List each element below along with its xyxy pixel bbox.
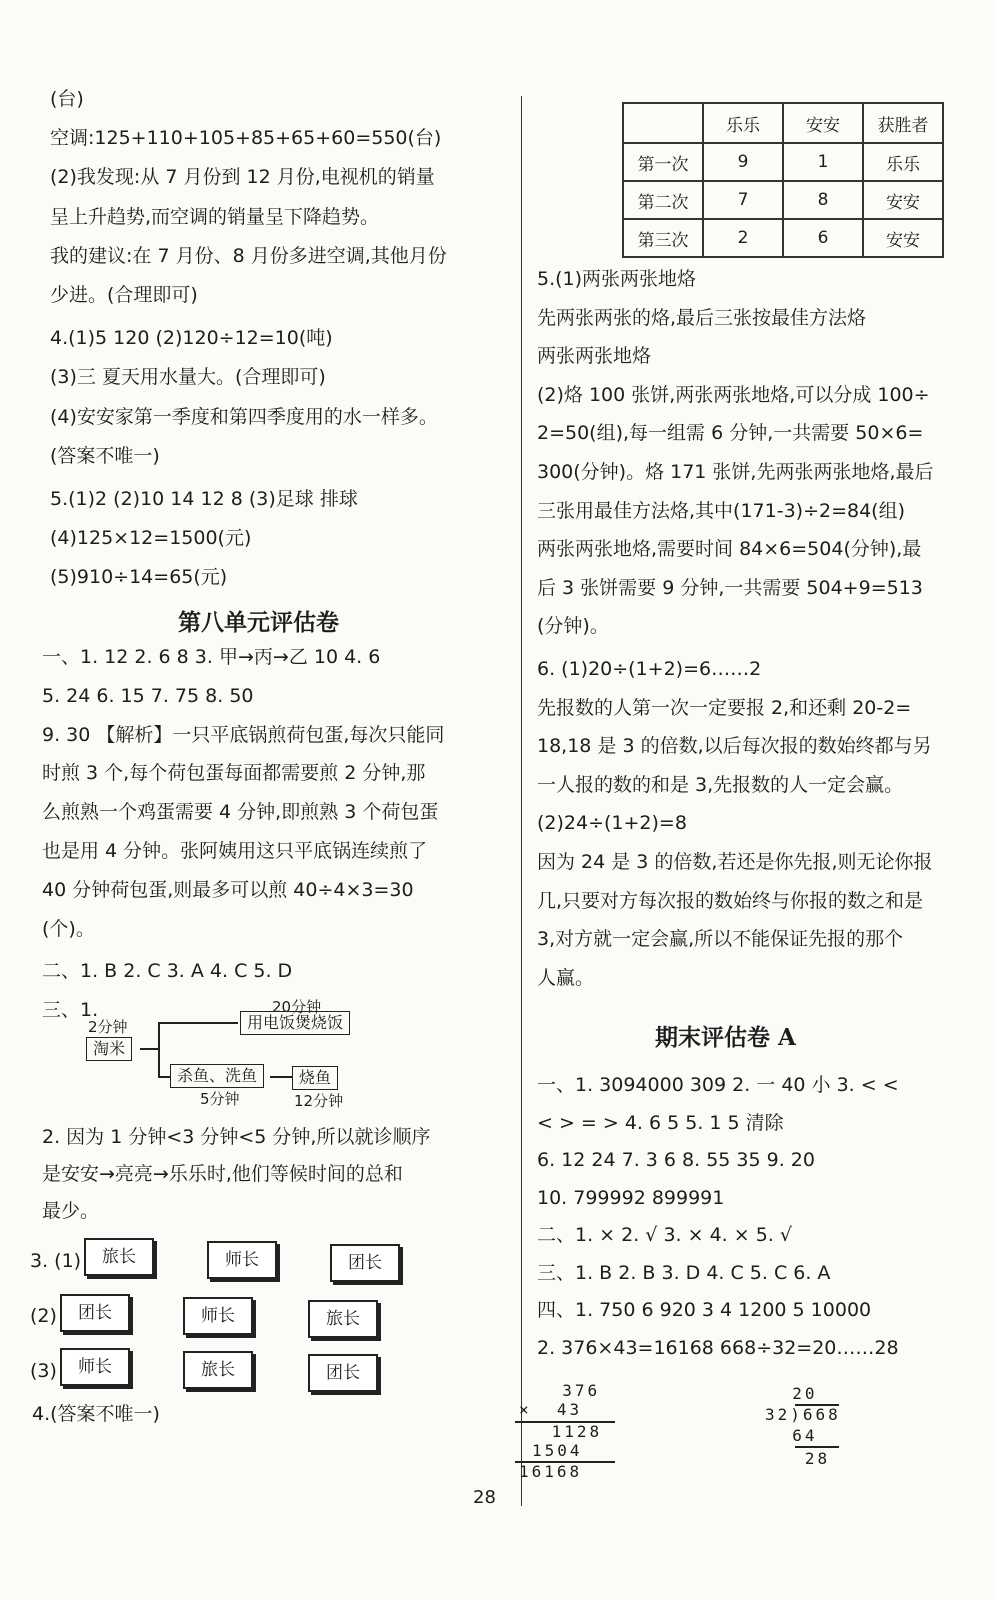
rank-box: 团长 xyxy=(308,1354,378,1392)
answer-line: (3)三 夏天用水量大。(合理即可) xyxy=(50,366,326,389)
answer-line: 9. 30 【解析】一只平底锅煎荷包蛋,每次只能同 xyxy=(42,723,445,746)
answer-line: 人赢。 xyxy=(537,966,595,989)
answer-line: 三、1. B 2. B 3. D 4. C 5. C 6. A xyxy=(537,1261,831,1284)
table-cell: 8 xyxy=(783,181,863,219)
answer-line: 5.(1)两张两张地烙 xyxy=(537,268,697,290)
table-cell: 9 xyxy=(703,143,783,181)
answer-line: 也是用 4 分钟。张阿姨用这只平底锅连续煎了 xyxy=(42,840,428,862)
table-row xyxy=(623,143,943,181)
answer-line: < > = > 4. 6 5 5. 1 5 清除 xyxy=(537,1111,784,1134)
time-rice: 2分钟 xyxy=(88,1018,128,1036)
calc-line: × 43 xyxy=(519,1400,583,1419)
answer-line: 最少。 xyxy=(42,1200,100,1222)
box-cook: 用电饭煲烧饭 xyxy=(240,1011,350,1035)
answer-line: 一、1. 12 2. 6 8 3. 甲→丙→乙 10 4. 6 xyxy=(42,646,381,668)
table-row xyxy=(623,181,943,219)
table-cell: 第二次 xyxy=(623,181,703,219)
answer-line: 先报数的人第一次一定要报 2,和还剩 20-2= xyxy=(537,696,912,719)
answer-line: 6. (1)20÷(1+2)=6……2 xyxy=(537,658,762,680)
answer-line: (2)我发现:从 7 月份到 12 月份,电视机的销量 xyxy=(50,166,435,189)
answer-line: (台) xyxy=(50,88,84,110)
table-cell: 第三次 xyxy=(623,219,703,257)
flow-line xyxy=(140,1048,158,1050)
table-cell: 安安 xyxy=(863,219,943,257)
answer-line: (2)烙 100 张饼,两张两张地烙,可以分成 100÷ xyxy=(537,383,930,406)
calc-line: 64 xyxy=(767,1426,818,1445)
table-cell: 6 xyxy=(783,219,863,257)
answer-line: 一人报的数的和是 3,先报数的人一定会赢。 xyxy=(537,773,904,796)
answer-line: 空调:125+110+105+85+65+60=550(台) xyxy=(50,127,442,150)
answer-line: (4)安安家第一季度和第四季度用的水一样多。 xyxy=(50,405,438,428)
table-cell xyxy=(623,103,703,143)
table-cell: 1 xyxy=(783,143,863,181)
answer-line: 么煎熟一个鸡蛋需要 4 分钟,即煎熟 3 个荷包蛋 xyxy=(42,801,439,824)
answer-line: (答案不唯一) xyxy=(50,444,160,467)
rank-box: 旅长 xyxy=(84,1238,154,1276)
time-cook: 20分钟 xyxy=(272,998,322,1016)
table-cell: 获胜者 xyxy=(863,103,943,143)
rank-box: 师长 xyxy=(60,1348,130,1386)
calc-line: 16168 xyxy=(519,1462,583,1481)
answer-line: (个)。 xyxy=(42,917,95,940)
answer-line: 6. 12 24 7. 3 6 8. 55 35 9. 20 xyxy=(537,1149,815,1171)
answer-line: 2=50(组),每一组需 6 分钟,一共需要 50×6= xyxy=(537,422,924,445)
answer-line: 5. 24 6. 15 7. 75 8. 50 xyxy=(42,684,254,707)
answer-line: 呈上升趋势,而空调的销量呈下降趋势。 xyxy=(50,205,380,228)
answer-line: 四、1. 750 6 920 3 4 1200 5 10000 xyxy=(537,1299,872,1321)
answer-line: 因为 24 是 3 的倍数,若还是你先报,则无论你报 xyxy=(537,851,933,873)
answer-line: 时煎 3 个,每个荷包蛋每面都需要煎 2 分钟,那 xyxy=(42,762,426,785)
answer-line: 10. 799992 899991 xyxy=(537,1186,725,1209)
answer-line: 两张两张地烙 xyxy=(537,345,652,368)
q4-answer: 4.(答案不唯一) xyxy=(32,1403,160,1425)
calc-line: 20 xyxy=(767,1384,818,1403)
answer-line: 3,对方就一定会赢,所以不能保证先报的那个 xyxy=(537,928,904,951)
box-rice: 淘米 xyxy=(86,1037,132,1061)
rank-label-1: 3. (1) xyxy=(30,1250,82,1272)
answer-line: 少进。(合理即可) xyxy=(50,284,198,306)
score-table xyxy=(622,102,944,258)
answer-line: 一、1. 3094000 309 2. 一 40 小 3. < < xyxy=(537,1074,899,1096)
answer-line: 40 分钟荷包蛋,则最多可以煎 40÷4×3=30 xyxy=(42,878,414,901)
time-fish: 5分钟 xyxy=(200,1090,240,1108)
table-cell: 乐乐 xyxy=(863,143,943,181)
answer-line: 后 3 张饼需要 9 分钟,一共需要 504+9=513 xyxy=(537,576,923,599)
calc-line: 376 xyxy=(537,1381,601,1400)
rank-label-2: (2) xyxy=(30,1305,57,1327)
answer-line: 二、1. × 2. √ 3. × 4. × 5. √ xyxy=(537,1224,792,1246)
final-exam-title: 期末评估卷 A xyxy=(655,1024,796,1051)
answer-line: (5)910÷14=65(元) xyxy=(50,566,228,589)
table-cell: 第一次 xyxy=(623,143,703,181)
page-number: 28 xyxy=(473,1487,496,1508)
answer-line: 4.(1)5 120 (2)120÷12=10(吨) xyxy=(50,327,333,350)
table-cell: 安安 xyxy=(863,181,943,219)
box-roast: 烧鱼 xyxy=(292,1066,338,1090)
answer-line: 三、1. xyxy=(42,999,99,1022)
table-cell: 7 xyxy=(703,181,783,219)
table-row xyxy=(623,219,943,257)
answer-line: 18,18 是 3 的倍数,以后每次报的数始终都与另 xyxy=(537,735,932,758)
answer-line: 5.(1)2 (2)10 14 12 8 (3)足球 排球 xyxy=(50,488,358,510)
flow-line xyxy=(158,1076,170,1078)
table-cell: 乐乐 xyxy=(703,103,783,143)
answer-line: 两张两张地烙,需要时间 84×6=504(分钟),最 xyxy=(537,538,922,561)
calc-line: 32)668 xyxy=(765,1405,841,1424)
calc-line: 1504 xyxy=(532,1441,583,1460)
answer-line: 300(分钟)。烙 171 张饼,先两张两张地烙,最后 xyxy=(537,461,934,483)
table-header-row xyxy=(623,103,943,143)
answer-line: (2)24÷(1+2)=8 xyxy=(537,812,687,835)
rank-label-3: (3) xyxy=(30,1360,57,1382)
answer-line: 三张用最佳方法烙,其中(171-3)÷2=84(组) xyxy=(537,499,906,522)
answer-line: 2. 376×43=16168 668÷32=20……28 xyxy=(537,1336,899,1359)
flow-line xyxy=(270,1076,292,1078)
column-divider xyxy=(521,96,522,1506)
answer-line: 先两张两张的烙,最后三张按最佳方法烙 xyxy=(537,306,867,329)
rank-box: 团长 xyxy=(60,1294,130,1332)
table-cell: 安安 xyxy=(783,103,863,143)
flow-line xyxy=(158,1022,238,1024)
rank-box: 旅长 xyxy=(183,1351,253,1389)
rank-box: 师长 xyxy=(207,1241,277,1279)
rank-box: 师长 xyxy=(183,1297,253,1335)
answer-line: 是安安→亮亮→乐乐时,他们等候时间的总和 xyxy=(42,1163,403,1185)
answer-line: (4)125×12=1500(元) xyxy=(50,527,252,550)
calc-rule xyxy=(795,1446,839,1448)
answer-line: 2. 因为 1 分钟<3 分钟<5 分钟,所以就诊顺序 xyxy=(42,1126,431,1148)
rank-box: 旅长 xyxy=(308,1300,378,1338)
table-cell: 2 xyxy=(703,219,783,257)
box-fish: 杀鱼、洗鱼 xyxy=(170,1064,264,1088)
answer-line: 几,只要对方每次报的数始终与你报的数之和是 xyxy=(537,889,924,912)
rank-box: 团长 xyxy=(330,1244,400,1282)
calc-line: 28 xyxy=(767,1449,831,1468)
answer-line: 我的建议:在 7 月份、8 月份多进空调,其他月份 xyxy=(50,244,447,267)
flow-line xyxy=(158,1022,160,1076)
answer-line: (分钟)。 xyxy=(537,615,609,638)
time-roast: 12分钟 xyxy=(294,1092,344,1110)
calc-line: 1128 xyxy=(539,1422,603,1441)
unit8-title: 第八单元评估卷 xyxy=(178,609,339,636)
answer-line: 二、1. B 2. C 3. A 4. C 5. D xyxy=(42,960,293,983)
